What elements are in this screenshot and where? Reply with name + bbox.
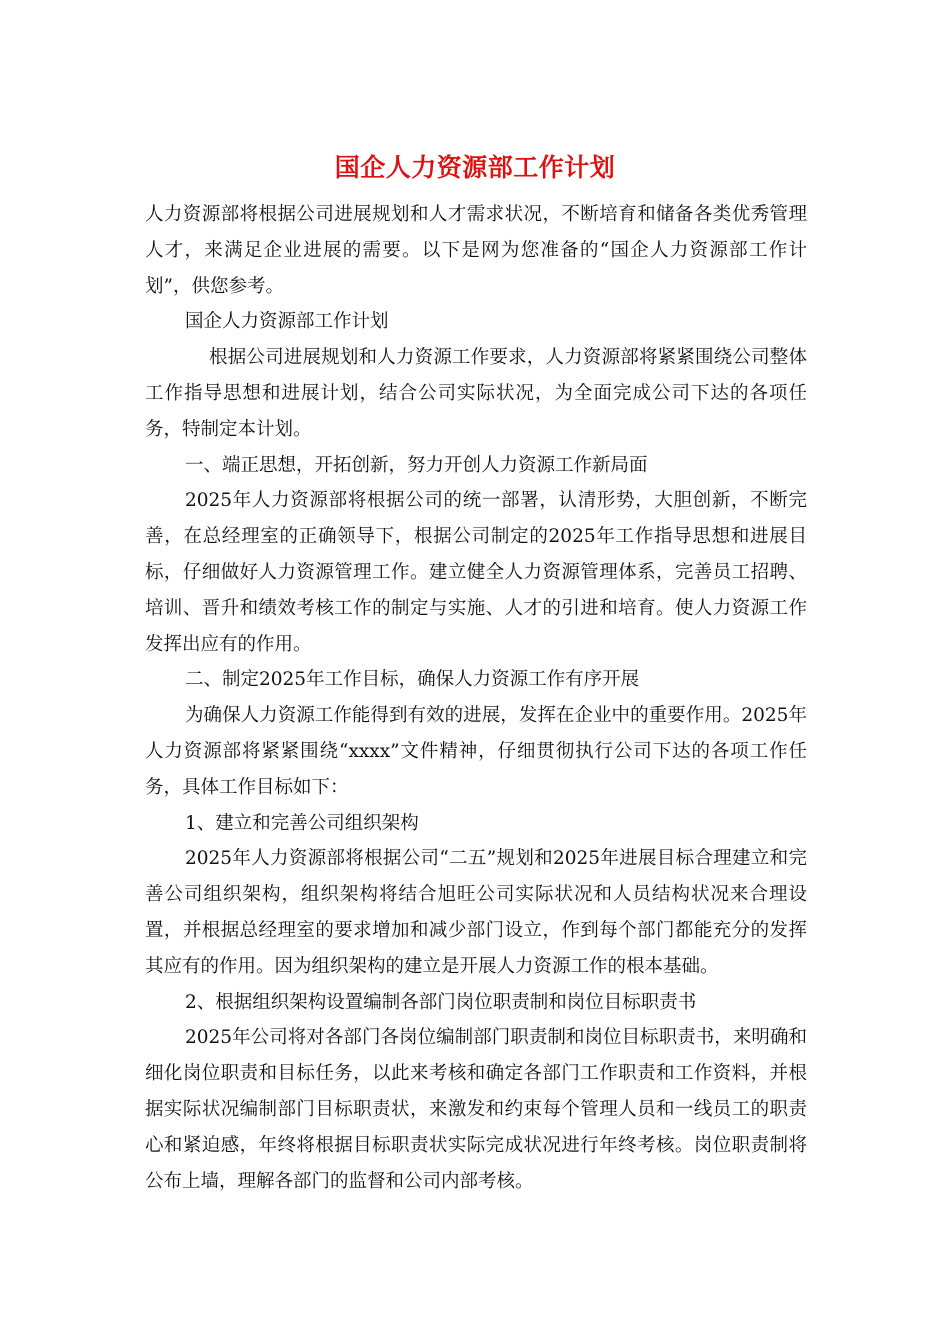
section-1-paragraph: 2025年人力资源部将根据公司的统一部署，认清形势，大胆创新，不断完善，在总经理室的正确领导下，根据公司制定的2025年工作指导思想和进展目标，仔细做好人力资源管理工作。建立健全人力资源管理体系，完善员工招聘、培训、晋升和绩效考核工作的制定与实施、人才的引进和培育。使人力资源工作发挥出应有的作用。	[145, 490, 807, 655]
section-2-paragraph: 为确保人力资源工作能得到有效的进展，发挥在企业中的重要作用。2025年人力资源部将紧紧围绕“xxxx”文件精神，仔细贯彻执行公司下达的各项工作任务，具体工作目标如下：	[145, 705, 807, 798]
section-heading-2: 二、制定2025年工作目标，确保人力资源工作有序开展	[185, 669, 640, 691]
intro-paragraph: 人力资源部将根据公司进展规划和人才需求状况，不断培育和储备各类优秀管理人才，来满足企业进展的需要。以下是网为您准备的“国企人力资源部工作计划”，供您参考。	[145, 204, 807, 297]
subsection-2-paragraph: 2025年公司将对各部门各岗位编制部门职责制和岗位目标职责书，来明确和细化岗位职责和目标任务，以此来考核和确定各部门工作职责和工作资料，并根据实际状况编制部门目标职责状，来激发和约束每个管理人员和一线员工的职责心和紧迫感，年终将根据目标职责状实际完成状况进行年终考核。岗位职责制将公布上墙，理解各部门的监督和公司内部考核。	[145, 1027, 807, 1192]
document-title: 国企人力资源部工作计划	[334, 153, 616, 182]
subtitle-paragraph: 国企人力资源部工作计划	[185, 311, 389, 333]
subsection-heading-1: 1、建立和完善公司组织架构	[185, 812, 419, 834]
section-heading-1: 一、端正思想，开拓创新，努力开创人力资源工作新局面	[185, 454, 648, 476]
preface-paragraph: 根据公司进展规划和人力资源工作要求，人力资源部将紧紧围绕公司整体工作指导思想和进展计划，结合公司实际状况，为全面完成公司下达的各项任务，特制定本计划。	[145, 347, 807, 440]
subsection-heading-2: 2、根据组织架构设置编制各部门岗位职责制和岗位目标职责书	[185, 991, 697, 1013]
subsection-1-paragraph: 2025年人力资源部将根据公司“二五”规划和2025年进展目标合理建立和完善公司组织架构，组织架构将结合旭旺公司实际状况和人员结构状况来合理设置，并根据总经理室的要求增加和减少部门设立，作到每个部门都能充分的发挥其应有的作用。因为组织架构的建立是开展人力资源工作的根本基础。	[145, 848, 807, 977]
document-body	[145, 197, 807, 1199]
